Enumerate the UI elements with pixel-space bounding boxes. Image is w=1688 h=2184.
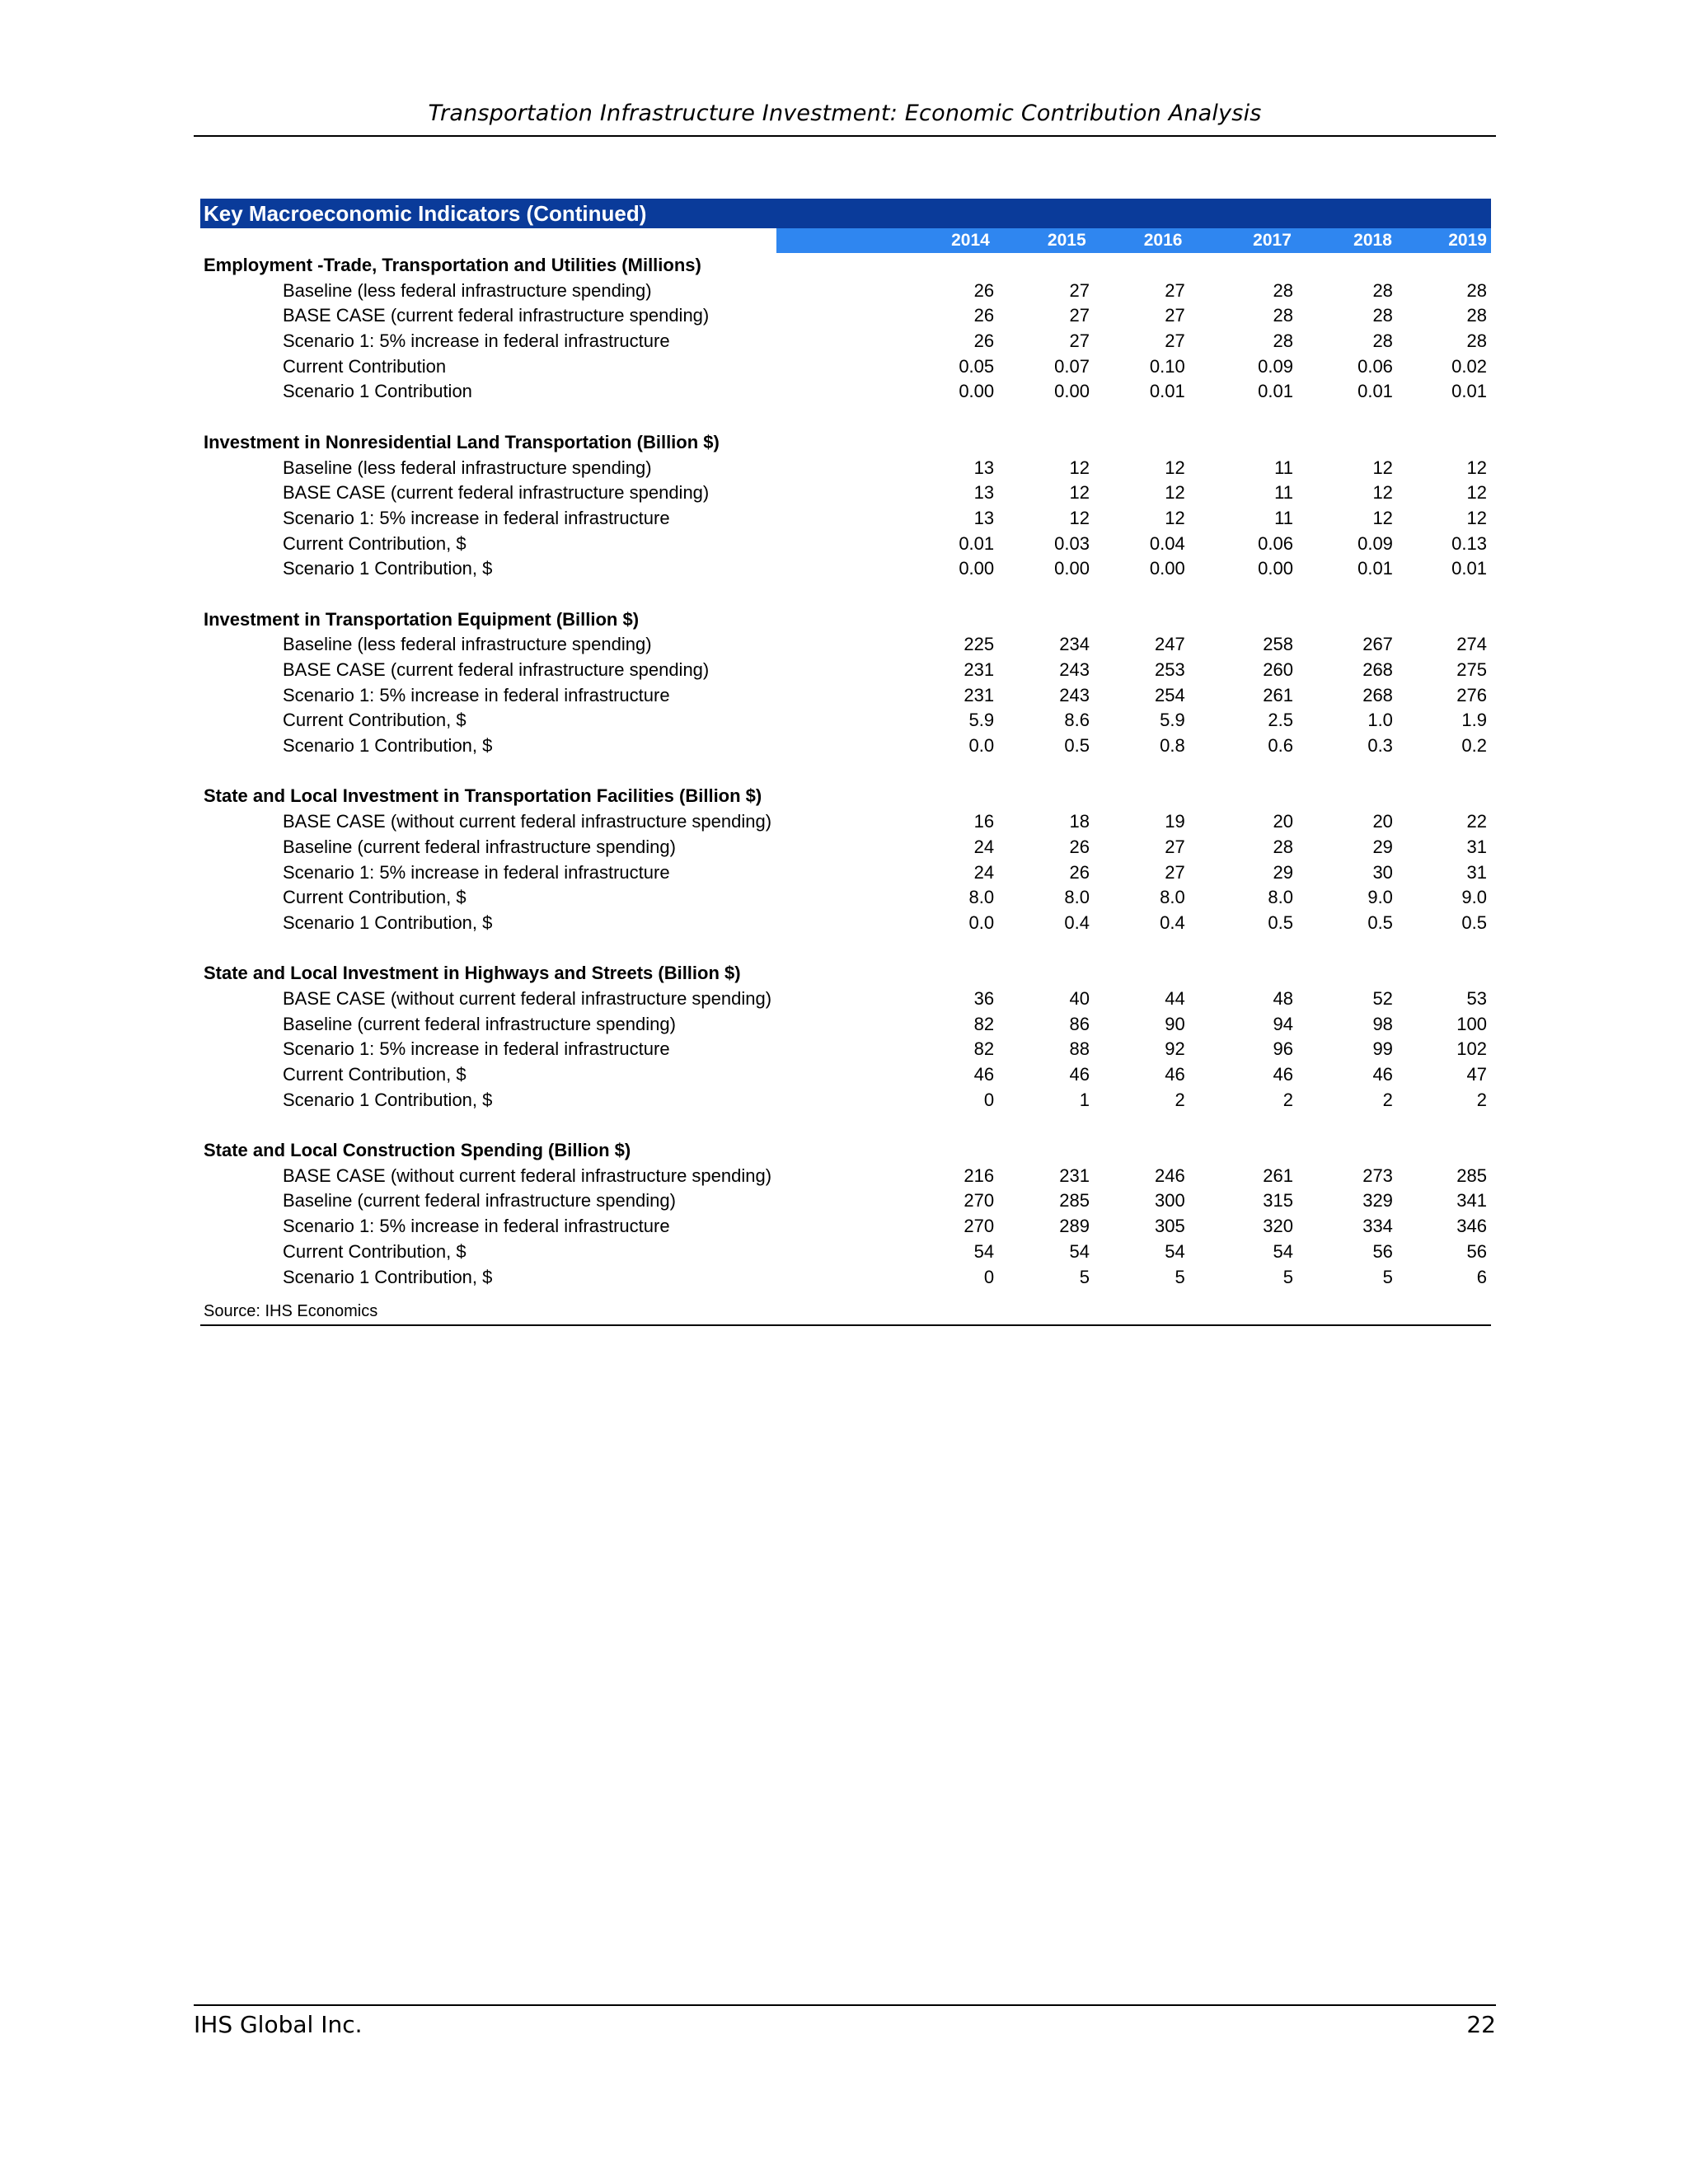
table-row <box>200 860 1491 886</box>
row-value: 12 <box>1466 482 1487 504</box>
row-value: 94 <box>1273 1013 1293 1034</box>
row-value: 16 <box>973 811 995 832</box>
row-value: 28 <box>1466 330 1487 352</box>
table-body <box>200 253 1491 1290</box>
section-title: Investment in Transportation Equipment (Billion $) <box>204 608 640 630</box>
row-value: 36 <box>973 987 995 1009</box>
row-value: 0.5 <box>1268 912 1293 933</box>
row-value: 275 <box>1456 659 1487 680</box>
table-row <box>200 911 1491 936</box>
row-value: 13 <box>973 507 995 528</box>
row-value: 8.0 <box>1268 887 1293 908</box>
row-value: 28 <box>1372 305 1393 326</box>
row-label: Current Contribution, $ <box>283 887 467 908</box>
table-row <box>200 532 1491 557</box>
row-value: 0.01 <box>1357 381 1393 402</box>
row-value: 231 <box>964 659 995 680</box>
row-value: 285 <box>1456 1165 1487 1186</box>
table-title: Key Macroeconomic Indicators (Continued) <box>200 199 1491 228</box>
row-value: 253 <box>1155 659 1185 680</box>
row-value: 0.0 <box>968 735 995 757</box>
row-value: 12 <box>1165 507 1185 528</box>
row-value: 8.0 <box>1064 887 1090 908</box>
row-value: 82 <box>973 1038 995 1060</box>
row-label: Scenario 1 Contribution, $ <box>283 735 493 757</box>
row-value: 88 <box>1069 1038 1090 1060</box>
row-value: 231 <box>964 684 995 705</box>
row-value: 28 <box>1466 279 1487 301</box>
page-header-title: Transportation Infrastructure Investment: Economic Contribution Analysis <box>428 101 1262 126</box>
row-value: 305 <box>1155 1216 1185 1237</box>
table-row <box>200 1214 1491 1240</box>
row-value: 28 <box>1273 836 1293 857</box>
row-value: 26 <box>973 279 995 301</box>
row-value: 0.5 <box>1461 912 1487 933</box>
row-label: Scenario 1 Contribution, $ <box>283 912 493 933</box>
table-row <box>200 1164 1491 1189</box>
row-label: Current Contribution, $ <box>283 532 467 554</box>
row-value: 274 <box>1456 634 1487 655</box>
row-value: 225 <box>964 634 995 655</box>
row-value: 12 <box>1165 457 1185 478</box>
row-value: 52 <box>1372 987 1393 1009</box>
table-row <box>200 835 1491 860</box>
section-spacer <box>200 936 1491 962</box>
table-row <box>200 329 1491 354</box>
row-value: 0.10 <box>1149 355 1185 377</box>
table-row <box>200 809 1491 835</box>
row-value: 216 <box>964 1165 995 1186</box>
table-row <box>200 1188 1491 1214</box>
row-value: 0.06 <box>1357 355 1393 377</box>
row-value: 96 <box>1273 1038 1293 1060</box>
row-value: 0.5 <box>1064 735 1090 757</box>
row-value: 11 <box>1274 457 1293 478</box>
row-value: 261 <box>1263 684 1293 705</box>
table-row <box>200 885 1491 911</box>
table-row <box>200 987 1491 1012</box>
row-value: 26 <box>973 305 995 326</box>
row-value: 0.02 <box>1451 355 1487 377</box>
footer-company: IHS Global Inc. <box>194 2011 363 2038</box>
row-label: BASE CASE (without current federal infrastructure spending) <box>283 811 772 832</box>
row-value: 0.00 <box>959 558 995 579</box>
row-value: 29 <box>1273 861 1293 883</box>
row-value: 27 <box>1165 836 1185 857</box>
row-label: Scenario 1 Contribution, $ <box>283 558 493 579</box>
section-spacer <box>200 405 1491 430</box>
row-value: 5.9 <box>968 710 995 731</box>
section-header-row <box>200 430 1491 456</box>
header-divider <box>194 135 1496 137</box>
row-label: Baseline (current federal infrastructure spending) <box>283 1190 676 1212</box>
row-value: 27 <box>1069 305 1090 326</box>
table-row <box>200 303 1491 329</box>
row-value: 47 <box>1466 1064 1487 1085</box>
row-value: 28 <box>1273 330 1293 352</box>
row-value: 12 <box>1466 457 1487 478</box>
section-title: State and Local Construction Spending (Billion $) <box>204 1140 631 1161</box>
row-label: Scenario 1: 5% increase in federal infrastructure <box>283 684 670 705</box>
row-value: 0.04 <box>1149 532 1185 554</box>
year-header-row <box>200 228 1491 253</box>
row-value: 12 <box>1466 507 1487 528</box>
row-value: 6 <box>1476 1266 1487 1287</box>
row-value: 0.01 <box>1357 558 1393 579</box>
row-value: 27 <box>1165 330 1185 352</box>
row-value: 0.00 <box>1054 381 1090 402</box>
row-value: 27 <box>1165 861 1185 883</box>
row-value: 0.00 <box>1258 558 1293 579</box>
row-value: 243 <box>1059 684 1090 705</box>
row-value: 0.01 <box>1451 558 1487 579</box>
row-value: 260 <box>1263 659 1293 680</box>
table-row <box>200 379 1491 405</box>
section-header-row <box>200 607 1491 633</box>
year-header: 2015 <box>994 228 1090 253</box>
row-label: BASE CASE (current federal infrastructure spending) <box>283 305 710 326</box>
row-value: 92 <box>1165 1038 1185 1060</box>
row-value: 12 <box>1372 507 1393 528</box>
row-value: 0.01 <box>1149 381 1185 402</box>
section-header-row <box>200 784 1491 809</box>
row-value: 27 <box>1165 305 1185 326</box>
row-value: 11 <box>1274 482 1293 504</box>
row-value: 334 <box>1362 1216 1393 1237</box>
row-label: Scenario 1: 5% increase in federal infrastructure <box>283 1216 670 1237</box>
row-value: 5.9 <box>1160 710 1185 731</box>
row-value: 270 <box>964 1190 995 1212</box>
row-value: 12 <box>1165 482 1185 504</box>
row-value: 56 <box>1466 1240 1487 1262</box>
row-value: 341 <box>1456 1190 1487 1212</box>
row-label: Baseline (less federal infrastructure spending) <box>283 457 652 478</box>
table-row <box>200 506 1491 532</box>
row-value: 320 <box>1263 1216 1293 1237</box>
row-value: 0.8 <box>1160 735 1185 757</box>
row-value: 19 <box>1165 811 1185 832</box>
table-row <box>200 1062 1491 1088</box>
year-header: 2018 <box>1296 228 1396 253</box>
row-value: 0.4 <box>1064 912 1090 933</box>
row-value: 26 <box>973 330 995 352</box>
row-label: Scenario 1: 5% increase in federal infrastructure <box>283 330 670 352</box>
row-value: 267 <box>1362 634 1393 655</box>
row-value: 258 <box>1263 634 1293 655</box>
row-value: 28 <box>1372 330 1393 352</box>
row-value: 231 <box>1059 1165 1090 1186</box>
year-header: 2016 <box>1090 228 1187 253</box>
row-value: 31 <box>1466 836 1487 857</box>
row-value: 26 <box>1069 861 1090 883</box>
row-value: 0.01 <box>1258 381 1293 402</box>
row-label: Scenario 1: 5% increase in federal infrastructure <box>283 507 670 528</box>
row-value: 22 <box>1466 811 1487 832</box>
row-value: 28 <box>1273 279 1293 301</box>
row-label: BASE CASE (current federal infrastructure spending) <box>283 482 710 504</box>
row-value: 0.4 <box>1160 912 1185 933</box>
row-label: Baseline (less federal infrastructure spending) <box>283 279 652 301</box>
row-value: 9.0 <box>1367 887 1393 908</box>
table-row <box>200 683 1491 709</box>
row-value: 54 <box>1273 1240 1293 1262</box>
table-row <box>200 1265 1491 1291</box>
row-label: Baseline (current federal infrastructure spending) <box>283 836 676 857</box>
row-label: Current Contribution, $ <box>283 710 467 731</box>
row-label: Scenario 1 Contribution <box>283 381 472 402</box>
row-value: 56 <box>1372 1240 1393 1262</box>
row-value: 247 <box>1155 634 1185 655</box>
page-number: 22 <box>1466 2011 1496 2038</box>
row-value: 0.0 <box>968 912 995 933</box>
row-value: 20 <box>1372 811 1393 832</box>
row-value: 53 <box>1466 987 1487 1009</box>
row-value: 2 <box>1175 1089 1185 1110</box>
row-value: 13 <box>973 457 995 478</box>
row-value: 90 <box>1165 1013 1185 1034</box>
row-value: 44 <box>1165 987 1185 1009</box>
row-value: 1.9 <box>1461 710 1487 731</box>
source-note: Source: IHS Economics <box>200 1300 1491 1326</box>
table-row <box>200 354 1491 380</box>
section-title: State and Local Investment in Transportation Facilities (Billion $) <box>204 785 762 807</box>
row-value: 346 <box>1456 1216 1487 1237</box>
row-value: 28 <box>1466 305 1487 326</box>
row-label: Scenario 1: 5% increase in federal infrastructure <box>283 861 670 883</box>
row-value: 98 <box>1372 1013 1393 1034</box>
row-value: 268 <box>1362 659 1393 680</box>
row-value: 27 <box>1069 279 1090 301</box>
row-value: 12 <box>1372 457 1393 478</box>
row-value: 54 <box>973 1240 995 1262</box>
row-value: 27 <box>1165 279 1185 301</box>
row-value: 2.5 <box>1268 710 1293 731</box>
row-value: 24 <box>973 836 995 857</box>
row-value: 8.0 <box>1160 887 1185 908</box>
row-value: 46 <box>1372 1064 1393 1085</box>
row-value: 27 <box>1069 330 1090 352</box>
year-header: 2019 <box>1396 228 1491 253</box>
row-value: 26 <box>1069 836 1090 857</box>
row-value: 289 <box>1059 1216 1090 1237</box>
table-row <box>200 1037 1491 1062</box>
row-value: 102 <box>1456 1038 1487 1060</box>
row-value: 46 <box>1165 1064 1185 1085</box>
row-value: 0.03 <box>1054 532 1090 554</box>
row-value: 0.07 <box>1054 355 1090 377</box>
row-value: 270 <box>964 1216 995 1237</box>
section-spacer <box>200 1113 1491 1138</box>
row-value: 0.01 <box>1451 381 1487 402</box>
section-header-row <box>200 961 1491 987</box>
section-spacer <box>200 759 1491 785</box>
table-row <box>200 658 1491 683</box>
row-value: 246 <box>1155 1165 1185 1186</box>
section-title: State and Local Investment in Highways and Streets (Billion $) <box>204 963 741 984</box>
row-value: 20 <box>1273 811 1293 832</box>
year-header: 2014 <box>776 228 994 253</box>
row-label: BASE CASE (without current federal infrastructure spending) <box>283 987 772 1009</box>
row-label: Baseline (less federal infrastructure spending) <box>283 634 652 655</box>
row-value: 100 <box>1456 1013 1487 1034</box>
row-value: 24 <box>973 861 995 883</box>
row-value: 46 <box>973 1064 995 1085</box>
row-value: 40 <box>1069 987 1090 1009</box>
footer-divider <box>194 2004 1496 2006</box>
row-value: 0.00 <box>959 381 995 402</box>
row-value: 12 <box>1069 457 1090 478</box>
row-value: 1 <box>1079 1089 1090 1110</box>
row-value: 12 <box>1372 482 1393 504</box>
table-row <box>200 1088 1491 1113</box>
row-value: 0 <box>983 1266 995 1287</box>
row-value: 254 <box>1155 684 1185 705</box>
row-label: Scenario 1 Contribution, $ <box>283 1089 493 1110</box>
row-value: 273 <box>1362 1165 1393 1186</box>
table-row <box>200 708 1491 733</box>
row-value: 0.09 <box>1357 532 1393 554</box>
row-value: 0.01 <box>959 532 995 554</box>
row-label: Scenario 1 Contribution, $ <box>283 1266 493 1287</box>
row-value: 329 <box>1362 1190 1393 1212</box>
row-value: 28 <box>1372 279 1393 301</box>
table-row <box>200 1012 1491 1038</box>
row-label: BASE CASE (without current federal infrastructure spending) <box>283 1165 772 1186</box>
row-value: 86 <box>1069 1013 1090 1034</box>
row-value: 300 <box>1155 1190 1185 1212</box>
section-header-row <box>200 1138 1491 1164</box>
section-header-row <box>200 253 1491 279</box>
section-title: Employment -Trade, Transportation and Utilities (Millions) <box>204 255 701 275</box>
macro-indicators-table <box>200 199 1491 1326</box>
row-value: 5 <box>1175 1266 1185 1287</box>
row-value: 9.0 <box>1461 887 1487 908</box>
row-value: 0.13 <box>1451 532 1487 554</box>
table-row <box>200 632 1491 658</box>
row-value: 12 <box>1069 507 1090 528</box>
row-value: 8.6 <box>1064 710 1090 731</box>
row-value: 0.6 <box>1268 735 1293 757</box>
row-value: 1.0 <box>1367 710 1393 731</box>
table-row <box>200 733 1491 759</box>
row-value: 268 <box>1362 684 1393 705</box>
row-value: 12 <box>1069 482 1090 504</box>
row-value: 31 <box>1466 861 1487 883</box>
table-row <box>200 1240 1491 1265</box>
row-label: Baseline (current federal infrastructure spending) <box>283 1013 676 1034</box>
row-value: 30 <box>1372 861 1393 883</box>
row-value: 13 <box>973 482 995 504</box>
row-value: 5 <box>1079 1266 1090 1287</box>
table-row <box>200 480 1491 506</box>
row-value: 0.5 <box>1367 912 1393 933</box>
table-row <box>200 279 1491 304</box>
row-value: 54 <box>1165 1240 1185 1262</box>
row-value: 99 <box>1372 1038 1393 1060</box>
row-value: 29 <box>1372 836 1393 857</box>
row-label: Scenario 1: 5% increase in federal infrastructure <box>283 1038 670 1060</box>
row-value: 48 <box>1273 987 1293 1009</box>
row-value: 2 <box>1476 1089 1487 1110</box>
row-value: 2 <box>1282 1089 1293 1110</box>
row-value: 82 <box>973 1013 995 1034</box>
row-value: 315 <box>1263 1190 1293 1212</box>
row-value: 0.09 <box>1258 355 1293 377</box>
row-value: 0 <box>983 1089 995 1110</box>
row-value: 0.06 <box>1258 532 1293 554</box>
row-label: Current Contribution, $ <box>283 1064 467 1085</box>
row-value: 18 <box>1069 811 1090 832</box>
row-value: 276 <box>1456 684 1487 705</box>
section-title: Investment in Nonresidential Land Transportation (Billion $) <box>204 431 720 452</box>
row-value: 8.0 <box>968 887 995 908</box>
row-value: 54 <box>1069 1240 1090 1262</box>
row-value: 0.2 <box>1461 735 1487 757</box>
row-value: 285 <box>1059 1190 1090 1212</box>
row-value: 243 <box>1059 659 1090 680</box>
row-value: 0.00 <box>1149 558 1185 579</box>
table-row <box>200 556 1491 582</box>
row-value: 0.3 <box>1367 735 1393 757</box>
row-value: 0.00 <box>1054 558 1090 579</box>
row-value: 234 <box>1059 634 1090 655</box>
row-value: 5 <box>1382 1266 1393 1287</box>
row-label: BASE CASE (current federal infrastructure spending) <box>283 659 710 680</box>
row-value: 5 <box>1282 1266 1293 1287</box>
row-value: 261 <box>1263 1165 1293 1186</box>
row-value: 46 <box>1069 1064 1090 1085</box>
section-spacer <box>200 582 1491 607</box>
row-value: 0.05 <box>959 355 995 377</box>
row-value: 46 <box>1273 1064 1293 1085</box>
row-label: Current Contribution, $ <box>283 1240 467 1262</box>
row-label: Current Contribution <box>283 355 447 377</box>
table-row <box>200 456 1491 481</box>
row-value: 28 <box>1273 305 1293 326</box>
row-value: 2 <box>1382 1089 1393 1110</box>
row-value: 11 <box>1274 507 1293 528</box>
year-header: 2017 <box>1186 228 1295 253</box>
